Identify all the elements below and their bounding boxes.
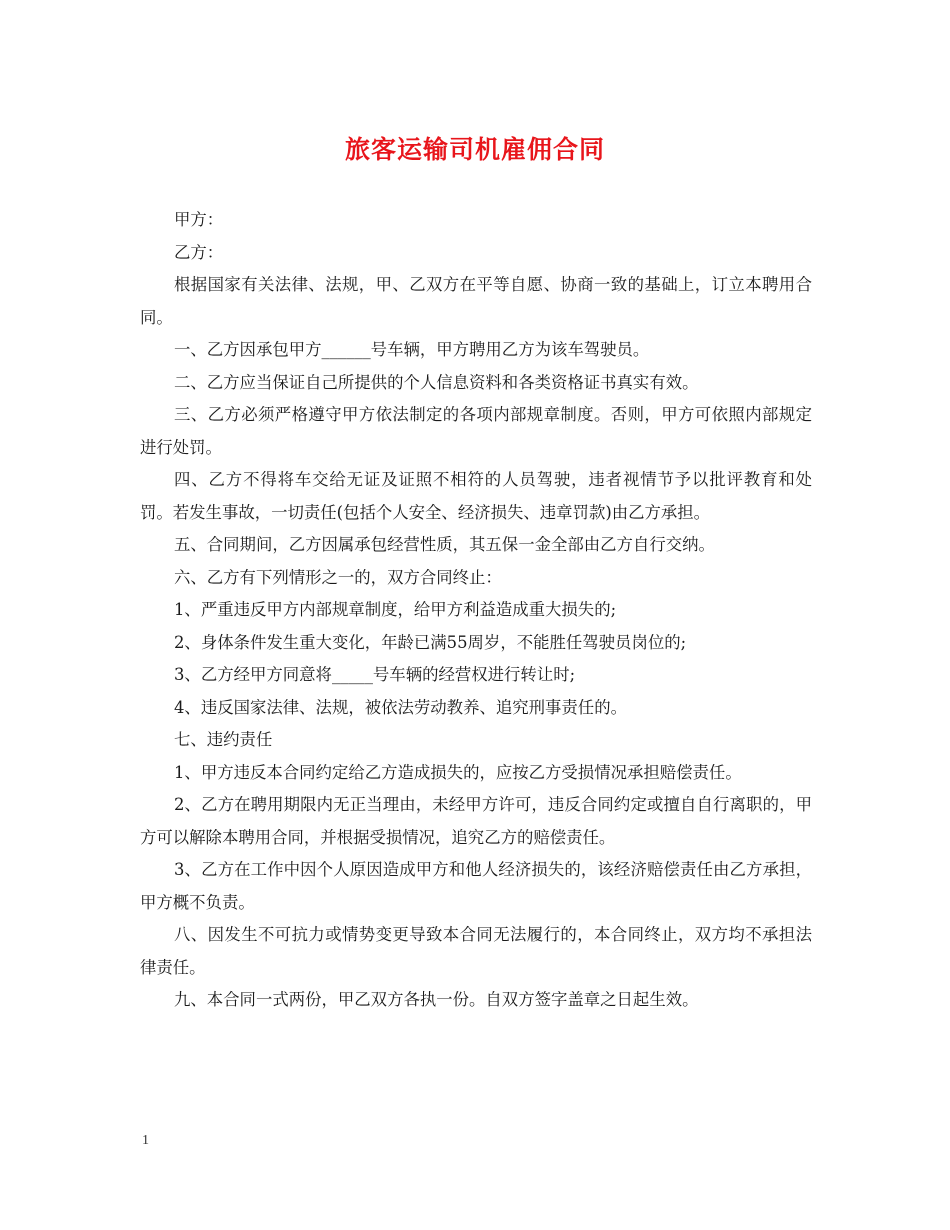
clause-4: 四、乙方不得将车交给无证及证照不相符的人员驾驶，违者视情节予以批评教育和处罚。若发生事故，一切责任(包括个人安全、经济损失、违章罚款)由乙方承担。 xyxy=(140,470,812,522)
party-b-line: 乙方： xyxy=(174,242,224,262)
clause-6-item-1: 1、严重违反甲方内部规章制度，给甲方利益造成重大损失的; xyxy=(174,600,617,619)
clause-8: 八、因发生不可抗力或情势变更导致本合同无法履行的，本合同终止，双方均不承担法律责任。 xyxy=(140,925,812,977)
clause-3: 三、乙方必须严格遵守甲方依法制定的各项内部规章制度。否则，甲方可依照内部规定进行处罚。 xyxy=(140,405,812,457)
page-number: 1 xyxy=(142,1133,149,1148)
clause-6-item-3: 3、乙方经甲方同意将_____号车辆的经营权进行转让时; xyxy=(174,665,576,684)
document-title: 旅客运输司机雇佣合同 xyxy=(344,135,605,164)
clause-1: 一、乙方因承包甲方______号车辆，甲方聘用乙方为该车驾驶员。 xyxy=(174,340,650,359)
clause-7-item-1: 1、甲方违反本合同约定给乙方造成损失的，应按乙方受损情况承担赔偿责任。 xyxy=(174,762,742,782)
clause-6-item-2: 2、身体条件发生重大变化，年龄已满55周岁，不能胜任驾驶员岗位的; xyxy=(174,632,687,652)
clause-7-item-2: 2、乙方在聘用期限内无正当理由，未经甲方许可，违反合同约定或擅自自行离职的，甲方可以解除本聘用合同，并根据受损情况，追究乙方的赔偿责任。 xyxy=(140,795,812,847)
clause-6: 六、乙方有下列情形之一的，双方合同终止： xyxy=(174,567,502,587)
party-a-line: 甲方： xyxy=(174,210,224,229)
clause-2: 二、乙方应当保证自己所提供的个人信息资料和各类资格证书真实有效。 xyxy=(174,372,699,392)
clause-6-item-4: 4、违反国家法律、法规，被依法劳动教养、追究刑事责任的。 xyxy=(174,697,627,717)
preamble-paragraph: 根据国家有关法律、法规，甲、乙双方在平等自愿、协商一致的基础上，订立本聘用合同。 xyxy=(140,275,812,327)
clause-9: 九、本合同一式两份，甲乙双方各执一份。自双方签字盖章之日起生效。 xyxy=(174,990,699,1009)
contract-body xyxy=(140,204,812,1017)
clause-7-heading: 七、违约责任 xyxy=(174,730,273,749)
clause-7-item-3: 3、乙方在工作中因个人原因造成甲方和他人经济损失的，该经济赔偿责任由乙方承担，甲方概不负责。 xyxy=(140,860,812,912)
clause-5: 五、合同期间，乙方因属承包经营性质，其五保一金全部由乙方自行交纳。 xyxy=(174,535,715,554)
